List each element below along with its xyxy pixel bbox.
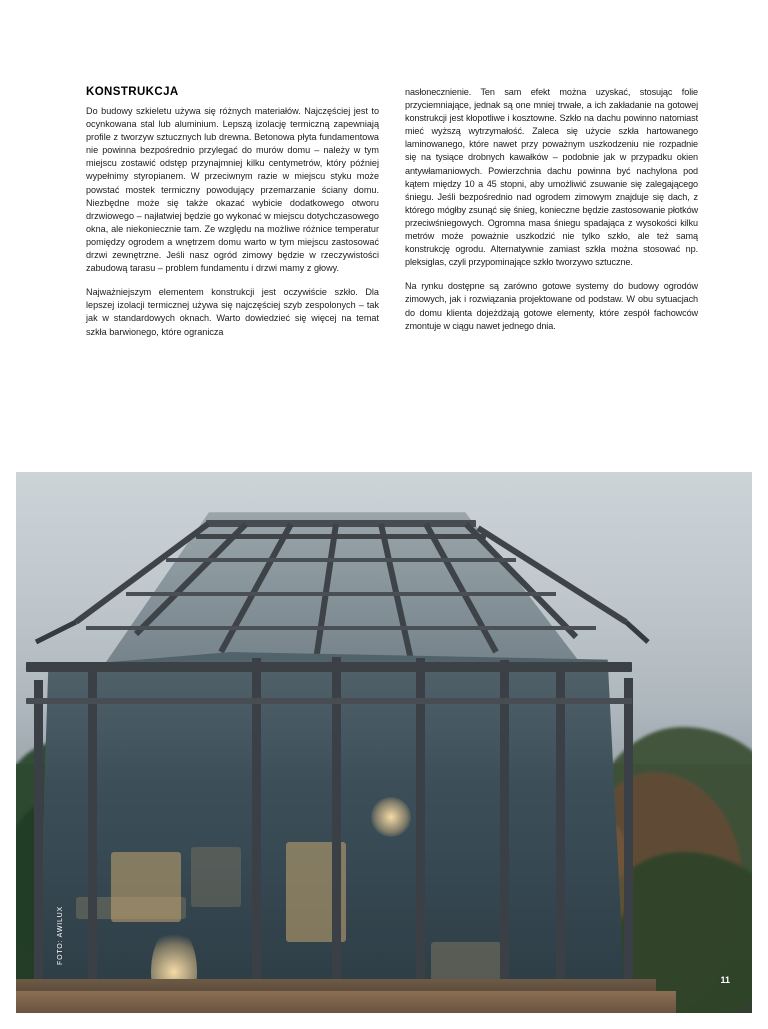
text-column-right bbox=[405, 86, 698, 339]
terrace-deck bbox=[16, 991, 676, 1013]
frame-mullion bbox=[252, 658, 261, 1013]
frame-mullion bbox=[88, 668, 97, 1013]
paragraph: Najważniejszym elementem konstrukcji jest oczywiście szkło. Dla lepszej izolacji termicznej używa się najczęściej szyb zespolonych – tak jak w standardowych oknach. Warto dowiedzieć się więcej na temat szkła barwionego, które ogranicza bbox=[86, 287, 379, 337]
conservatory-photo bbox=[16, 472, 752, 1013]
page-number: 11 bbox=[720, 975, 730, 985]
article-text-area bbox=[86, 86, 698, 339]
paragraph: nasłonecznienie. Ten sam efekt można uzyskać, stosując folie przyciemniające, jednak są one mniej trwałe, a ich zakładanie na gotowej konstrukcji jest kłopotliwe i kosztowne. Szkło na dachu powinno natomiast mieć wyższą wytrzymałość. Zaleca się użycie szkła hartowanego laminowanego, które nawet przy poważnym uszkodzeniu nie rozpadnie się na tysiące drobnych kawałków – podobnie jak w przypadku okien antywłamaniowych. Powierzchnia dachu powinna być nachylona pod kątem między 10 a 45 stopni, aby umożliwić zsuwanie się zalegającego śniegu. Jeśli bezpośrednio nad ogrodem zimowym znajduje się dach, z którego mógłby zsunąć się śnieg, konieczne będzie zastosowanie płotków przeciwśniegowych. Ogromna masa śniegu spadająca z wysokości kilku metrów może poważnie uszkodzić nie tylko szkło, ale też samą konstrukcję ogrodu. Alternatywnie zamiast szkła można stosować np. pleksiglas, czyli przypominające szkło tworzywo sztuczne. bbox=[405, 87, 698, 268]
frame-transom bbox=[26, 698, 632, 704]
text-column-left bbox=[86, 86, 379, 339]
paragraph: Na rynku dostępne są zarówno gotowe systemy do budowy ogrodów zimowych, jak i rozwiązania projektowane od podstaw. W obu sytuacjach do domu klienta dojeżdżają gotowe elementy, które zespół fachowców zmontuje w ciągu nawet jednego dnia. bbox=[405, 281, 698, 331]
wall-glazing bbox=[24, 652, 632, 1013]
frame-mullion bbox=[332, 657, 341, 1013]
frame-mullion bbox=[416, 658, 425, 1013]
frame-mullion bbox=[34, 680, 43, 1013]
interior-lamp-glow bbox=[371, 797, 411, 837]
frame-mullion bbox=[500, 660, 509, 1013]
interior-table bbox=[191, 847, 241, 907]
frame-mullion bbox=[624, 678, 633, 1013]
paragraph: Do budowy szkieletu używa się różnych materiałów. Najczęściej jest to ocynkowana stal lub aluminium. Lepszą izolację termiczną zapewniają profile z tworzyw sztucznych lub drewna. Betonowa płyta fundamentowa nie powinna bezpośrednio przylegać do murów domu – należy w tym miejscu zostawić odstęp przynajmniej kilku centymetrów, który później wypełnimy styropianem. W przeciwnym razie w miejscu styku może powstać mostek termiczny powodujący przemarzanie ściany domu. Niezbędne może się także okazać wybicie dodatkowego otworu drzwiowego – najłatwiej będzie go wykonać w miejscu dotychczasowego okna, ale niekoniecznie tam. Ze względu na możliwe różnice temperatur pomiędzy ogrodem a wnętrzem domu warto w tym miejscu zastosować drzwi zewnętrzne. Jeśli nasz ogród zimowy będzie w rzeczywistości zabudową tarasu – problem fundamentu i drzwi mamy z głowy. bbox=[86, 106, 379, 274]
frame-transom bbox=[26, 662, 632, 672]
section-heading: KONSTRUKCJA bbox=[86, 86, 179, 98]
frame-mullion bbox=[556, 664, 565, 1013]
photo-credit: FOTO: AWILUX bbox=[57, 906, 64, 965]
conservatory-structure bbox=[16, 502, 656, 1013]
